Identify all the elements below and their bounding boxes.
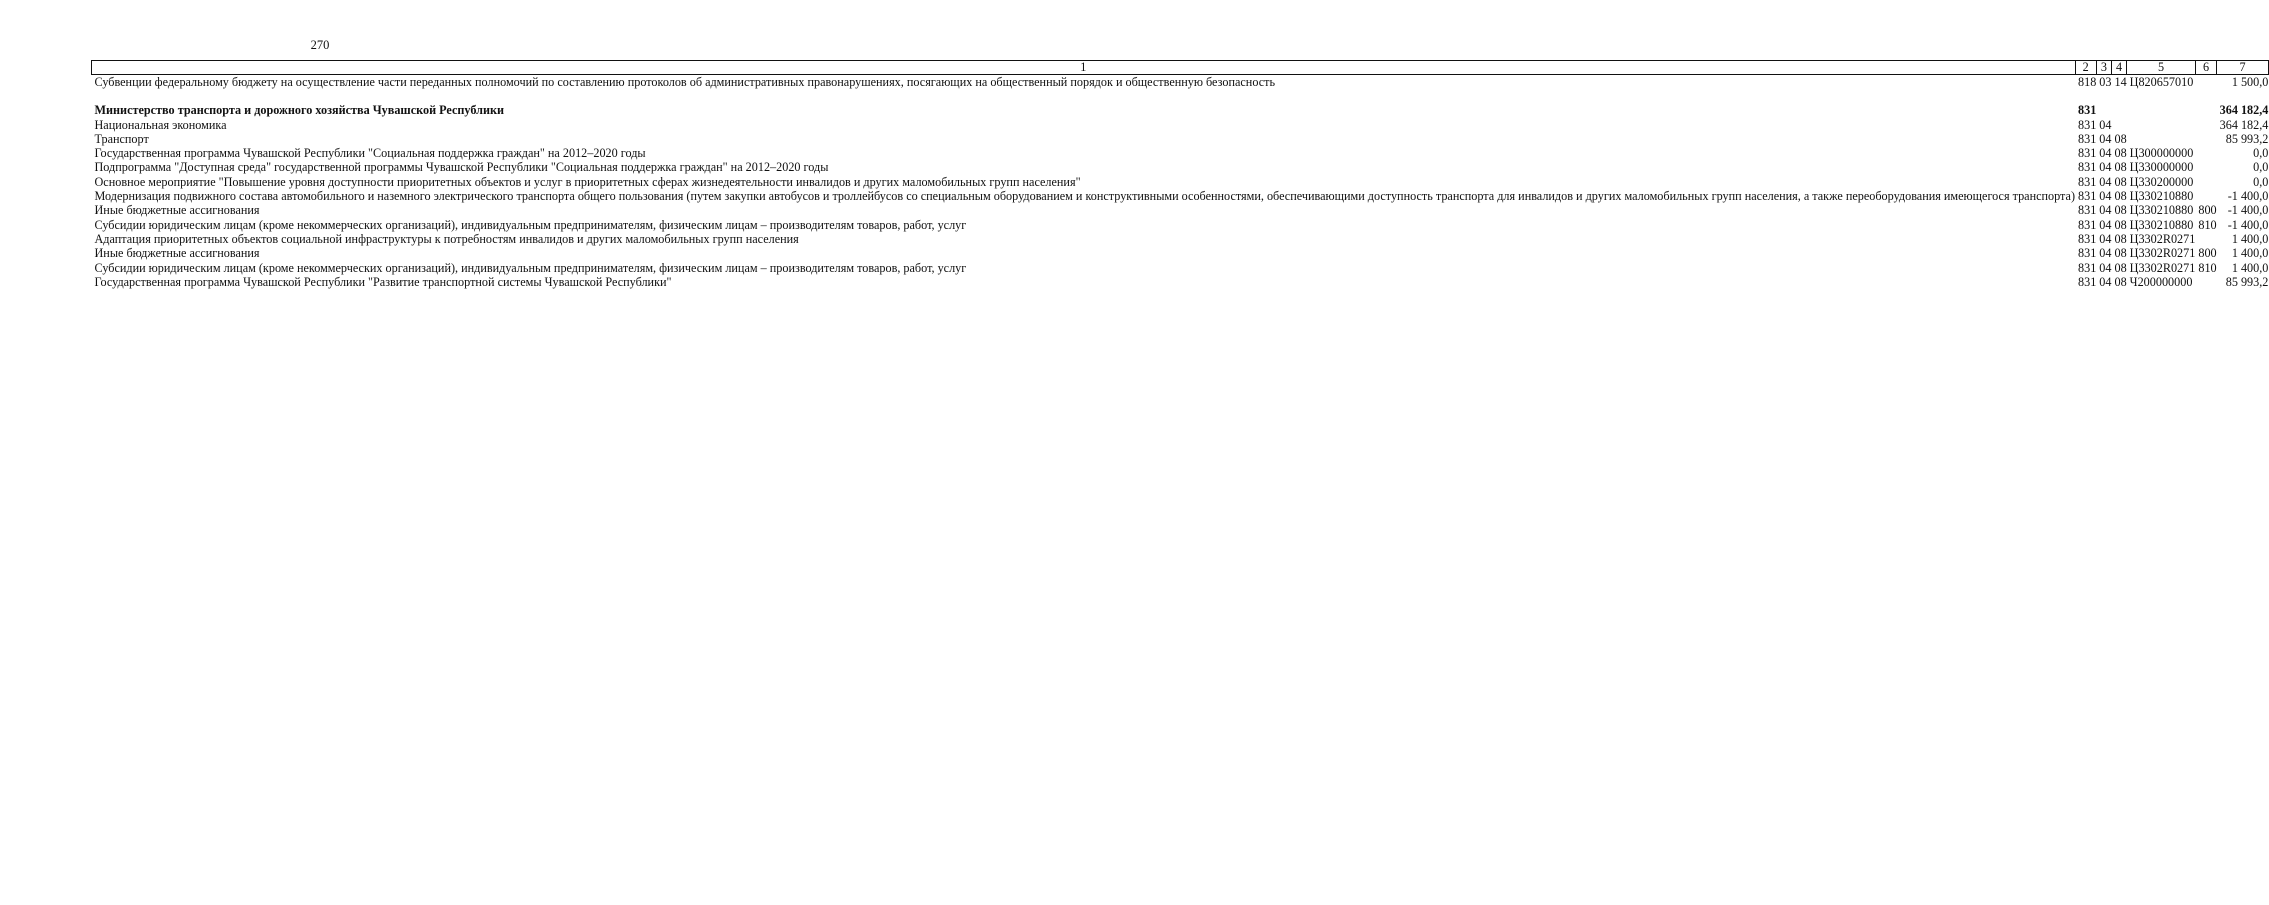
subsection-code: 08 — [2114, 246, 2127, 261]
ministry-code: 818 — [2078, 75, 2097, 89]
subsection-code: 14 — [2114, 75, 2127, 89]
section-code: 04 — [2099, 217, 2112, 232]
ministry-code: 831 — [2078, 231, 2097, 246]
section-code: 04 — [2099, 274, 2112, 289]
section-code: 03 — [2099, 75, 2112, 89]
subsection-code: 08 — [2114, 274, 2127, 289]
expense-type-code — [2195, 146, 2216, 160]
table-row — [92, 261, 2269, 275]
expense-type-code: 810 — [2198, 217, 2217, 232]
section-code: 04 — [2099, 203, 2112, 218]
budget-table — [91, 60, 2269, 289]
ministry-code: 831 — [2078, 246, 2097, 261]
subsection-code: 08 — [2114, 203, 2127, 218]
amount: 1 400,0 — [2231, 246, 2269, 261]
subsection-code: 08 — [2114, 131, 2127, 146]
expense-type-code — [2195, 175, 2216, 189]
ministry-code: 831 — [2078, 203, 2097, 218]
column-header: 2 — [2075, 61, 2096, 75]
expense-type-code — [2195, 75, 2216, 90]
expense-type-code: 800 — [2198, 246, 2217, 261]
target-article-code — [2127, 132, 2196, 146]
section-code: 04 — [2099, 146, 2112, 161]
row-name: Иные бюджетные ассигнования — [94, 203, 260, 218]
column-header: 5 — [2127, 61, 2196, 75]
table-row — [92, 160, 2269, 174]
amount: -1 400,0 — [2227, 189, 2269, 204]
row-name: Модернизация подвижного состава автомобильного и наземного электрического транспорта общего пользования (путем закупки автобусов и троллейбусов со специальным оборудованием и конструктивными особенностями, обеспечивающими доступность транспорта для инвалидов и других маломобильных групп населения, а также переоборудования имеющегося транспорта) — [94, 189, 2075, 204]
section-code: 04 — [2099, 117, 2112, 132]
ministry-code: 831 — [2078, 146, 2097, 161]
table-row — [92, 189, 2269, 203]
ministry-code: 831 — [2078, 217, 2097, 232]
target-article-code: Ц820657010 — [2129, 75, 2194, 89]
ministry-code: 831 — [2078, 160, 2097, 175]
table-row — [92, 118, 2269, 132]
subsection-code: 08 — [2114, 217, 2127, 232]
target-article-code — [2127, 118, 2196, 132]
section-code: 04 — [2099, 189, 2112, 204]
ministry-code: 831 — [2078, 117, 2097, 132]
column-header: 6 — [2195, 61, 2216, 75]
row-name: Национальная экономика — [94, 117, 227, 132]
amount: -1 400,0 — [2227, 203, 2269, 218]
table-row — [92, 246, 2269, 260]
table-row — [92, 218, 2269, 232]
subsection-code: 08 — [2114, 189, 2127, 204]
expense-type-code — [2195, 160, 2216, 174]
target-article-code — [2127, 89, 2196, 117]
expense-type-code: 800 — [2198, 203, 2217, 218]
amount: 0,0 — [2253, 146, 2269, 161]
section-code: 04 — [2099, 131, 2112, 146]
section-code: 04 — [2099, 174, 2112, 189]
target-article-code: Ц3302R0271 — [2129, 231, 2196, 246]
table-row — [92, 146, 2269, 160]
column-header: 4 — [2111, 61, 2126, 75]
ministry-code: 831 — [2078, 131, 2097, 146]
amount: 1 500,0 — [2231, 75, 2269, 89]
section-code: 04 — [2099, 260, 2112, 275]
subsection-code — [2111, 89, 2126, 117]
subsection-code — [2111, 118, 2126, 132]
expense-type-code — [2195, 189, 2216, 203]
section-code — [2096, 89, 2111, 117]
row-name: Государственная программа Чувашской Республики "Развитие транспортной системы Чувашской Республики" — [94, 274, 672, 289]
expense-type-code: 810 — [2198, 260, 2217, 275]
row-name: Иные бюджетные ассигнования — [94, 246, 260, 261]
ministry-code: 831 — [2078, 274, 2097, 289]
row-name: Транспорт — [94, 131, 149, 146]
amount: 85 993,2 — [2225, 131, 2269, 146]
amount: 1 400,0 — [2231, 231, 2269, 246]
section-code: 04 — [2099, 160, 2112, 175]
row-name: Основное мероприятие "Повышение уровня доступности приоритетных объектов и услуг в приоритетных сферах жизнедеятельности инвалидов и других маломобильных групп населения" — [94, 174, 1081, 189]
table-row — [92, 203, 2269, 217]
row-name: Подпрограмма "Доступная среда" государственной программы Чувашской Республики "Социальная поддержка граждан" на 2012–2020 годы — [94, 160, 829, 175]
expense-type-code — [2195, 275, 2216, 289]
row-name: Субсидии юридическим лицам (кроме некоммерческих организаций), индивидуальным предпринимателям, физическим лицам – производителям товаров, работ, услуг — [94, 260, 967, 275]
target-article-code: Ц330200000 — [2129, 174, 2194, 189]
table-row — [92, 132, 2269, 146]
row-name: Субвенции федеральному бюджету на осуществление части переданных полномочий по составлению протоколов об административных правонарушениях, посягающих на общественный порядок и общественную безопасность — [94, 75, 1276, 89]
row-name: Министерство транспорта и дорожного хозяйства Чувашской Республики — [94, 103, 505, 118]
section-code: 04 — [2099, 231, 2112, 246]
target-article-code: Ц300000000 — [2129, 146, 2194, 161]
row-name: Субсидии юридическим лицам (кроме некоммерческих организаций), индивидуальным предпринимателям, физическим лицам – производителям товаров, работ, услуг — [94, 217, 967, 232]
amount: 1 400,0 — [2231, 260, 2269, 275]
target-article-code: Ц3302R0271 — [2129, 246, 2196, 261]
ministry-code: 831 — [2078, 260, 2097, 275]
amount: 85 993,2 — [2225, 274, 2269, 289]
column-number-row — [92, 61, 2269, 75]
page-number: 270 — [310, 38, 330, 52]
column-header: 7 — [2217, 61, 2269, 75]
row-name: Адаптация приоритетных объектов социальной инфраструктуры к потребностям инвалидов и других маломобильных групп населения — [94, 231, 799, 246]
column-header: 1 — [92, 61, 2076, 75]
table-row — [92, 232, 2269, 246]
ministry-code: 831 — [2078, 103, 2097, 118]
amount: -1 400,0 — [2227, 217, 2269, 232]
table-row — [92, 175, 2269, 189]
target-article-code: Ц330210880 — [2129, 203, 2194, 218]
target-article-code: Ч200000000 — [2129, 274, 2193, 289]
amount: 364 182,4 — [2219, 103, 2269, 118]
target-article-code: Ц330210880 — [2129, 189, 2194, 204]
table-row — [92, 75, 2269, 90]
subsection-code: 08 — [2114, 231, 2127, 246]
target-article-code: Ц330210880 — [2129, 217, 2194, 232]
amount: 0,0 — [2253, 174, 2269, 189]
target-article-code: Ц330000000 — [2129, 160, 2194, 175]
expense-type-code — [2195, 118, 2216, 132]
amount: 364 182,4 — [2219, 117, 2269, 132]
row-name: Государственная программа Чувашской Республики "Социальная поддержка граждан" на 2012–2020 годы — [94, 146, 646, 161]
column-header: 3 — [2096, 61, 2111, 75]
amount: 0,0 — [2253, 160, 2269, 175]
section-code: 04 — [2099, 246, 2112, 261]
table-row — [92, 275, 2269, 289]
subsection-code: 08 — [2114, 174, 2127, 189]
subsection-code: 08 — [2114, 146, 2127, 161]
target-article-code: Ц3302R0271 — [2129, 260, 2196, 275]
subsection-code: 08 — [2114, 260, 2127, 275]
expense-type-code — [2195, 132, 2216, 146]
ministry-code: 831 — [2078, 189, 2097, 204]
expense-type-code — [2195, 89, 2216, 117]
table-row — [92, 89, 2269, 117]
ministry-code: 831 — [2078, 174, 2097, 189]
expense-type-code — [2195, 232, 2216, 246]
subsection-code: 08 — [2114, 160, 2127, 175]
